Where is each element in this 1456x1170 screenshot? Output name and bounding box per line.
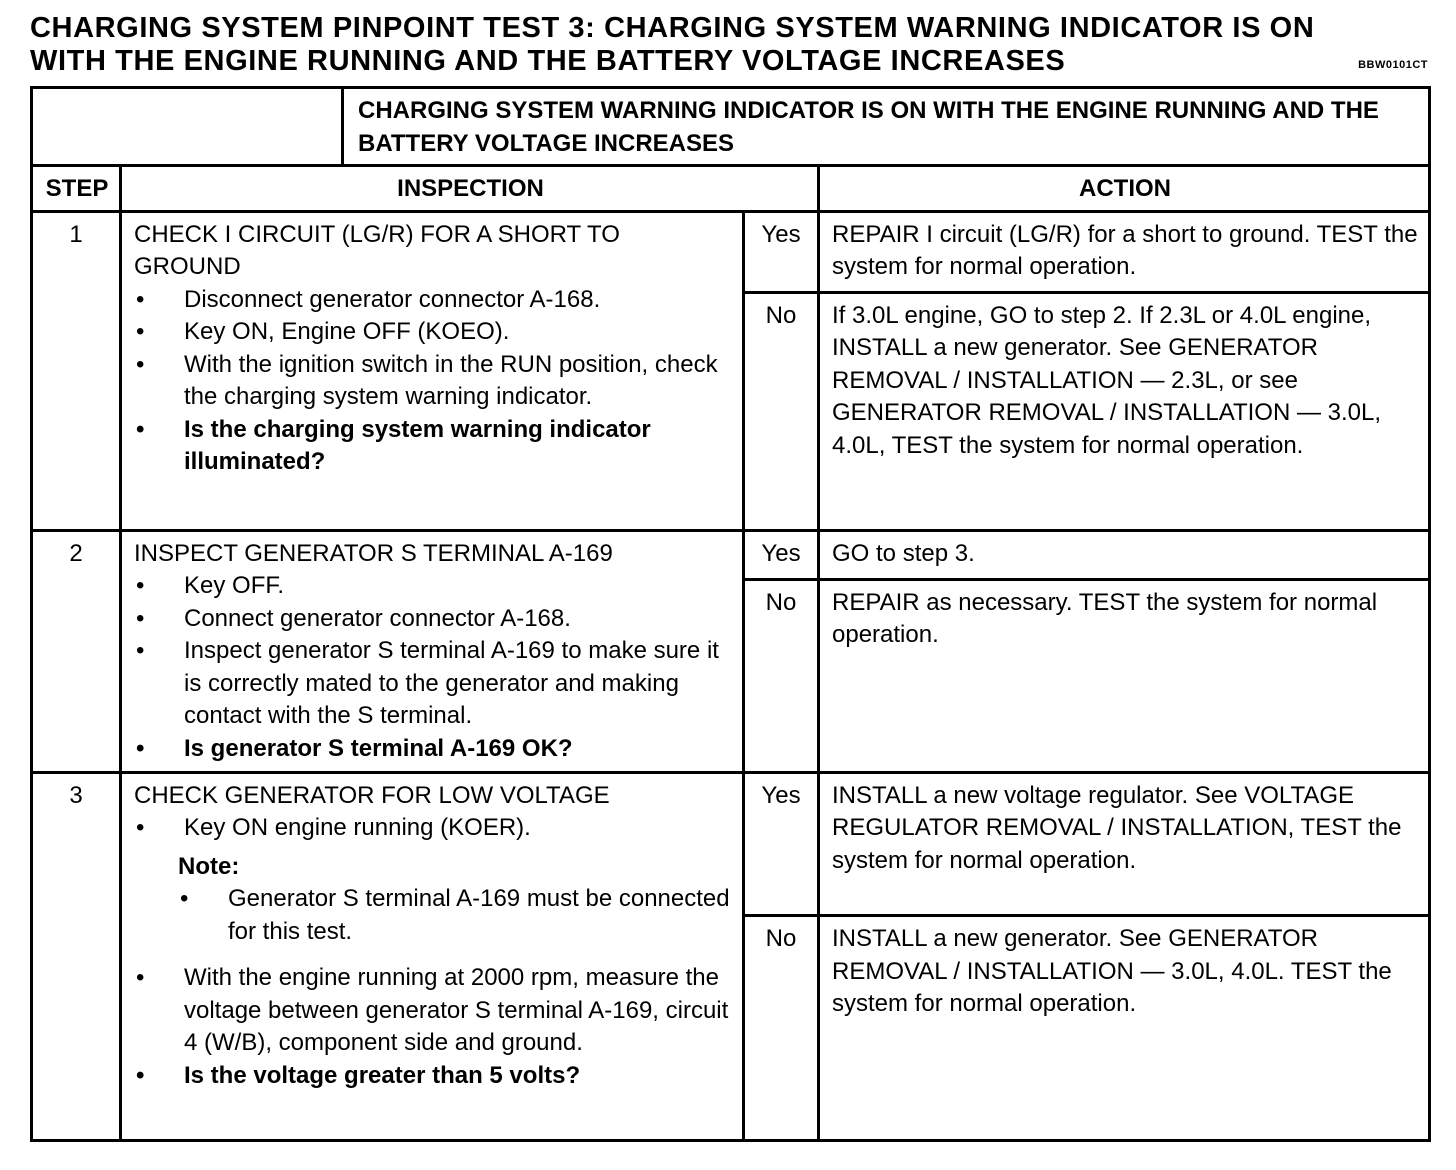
inspection-question: • Is the voltage greater than 5 volts? <box>134 1060 732 1093</box>
inspection-cell <box>121 530 744 772</box>
header-action: ACTION <box>819 166 1430 212</box>
list-item: • With the ignition switch in the RUN position, check the charging system warning indicator. <box>134 349 732 414</box>
inspection-heading: CHECK GENERATOR FOR LOW VOLTAGE <box>134 781 610 809</box>
spacer <box>134 948 732 962</box>
list-item: • Inspect generator S terminal A-169 to make sure it is correctly mated to the generator and making contact with the S terminal. <box>134 635 732 733</box>
note-bullets <box>178 883 732 948</box>
pinpoint-test-table <box>30 86 1431 1142</box>
no-action: INSTALL a new generator. See GENERATOR REMOVAL / INSTALLATION — 3.0L, 4.0L. TEST the system for normal operation. <box>819 916 1430 1140</box>
table-row <box>32 530 1430 579</box>
header-inspection: INSPECTION <box>121 166 819 212</box>
header-row <box>32 166 1430 212</box>
list-item: • With the engine running at 2000 rpm, measure the voltage between generator S terminal A-169, circuit 4 (W/B), component side and ground. <box>134 962 732 1060</box>
inspection-cell <box>121 772 744 1140</box>
yes-action: INSTALL a new voltage regulator. See VOLTAGE REGULATOR REMOVAL / INSTALLATION, TEST the system for normal operation. <box>819 772 1430 916</box>
table-row <box>32 211 1430 292</box>
list-item: • Key ON engine running (KOER). <box>134 812 732 845</box>
yes-label: Yes <box>744 211 819 292</box>
page-title: CHARGING SYSTEM PINPOINT TEST 3: CHARGING SYSTEM WARNING INDICATOR IS ON WITH THE ENGINE RUNNING AND THE BATTERY VOLTAGE INCREASES <box>30 12 1315 77</box>
document-id: BBW0101CT <box>1358 59 1428 71</box>
no-action: REPAIR as necessary. TEST the system for normal operation. <box>819 579 1430 772</box>
inspection-bullets <box>134 570 732 765</box>
no-action: If 3.0L engine, GO to step 2. If 2.3L or 4.0L engine, INSTALL a new generator. See GENERATOR REMOVAL / INSTALLATION — 2.3L, or see GENERATOR REMOVAL / INSTALLATION — 3.0L, 4.0L, TEST the system for normal operation. <box>819 292 1430 530</box>
no-label: No <box>744 916 819 1140</box>
inspection-heading: CHECK I CIRCUIT (LG/R) FOR A SHORT TO GROUND <box>134 220 620 280</box>
table-title-blank-cell <box>32 88 343 166</box>
inspection-bullets <box>134 284 732 479</box>
inspection-cell <box>121 211 744 530</box>
step-number: 3 <box>32 772 121 1140</box>
list-item: • Key ON, Engine OFF (KOEO). <box>134 316 732 349</box>
table-title: CHARGING SYSTEM WARNING INDICATOR IS ON WITH THE ENGINE RUNNING AND THE BATTERY VOLTAGE INCREASES <box>343 88 1430 166</box>
yes-action: GO to step 3. <box>819 530 1430 579</box>
table-row <box>32 772 1430 916</box>
list-item: • Generator S terminal A-169 must be connected for this test. <box>178 883 732 948</box>
yes-label: Yes <box>744 772 819 916</box>
inspection-question: • Is generator S terminal A-169 OK? <box>134 733 732 766</box>
step-number: 1 <box>32 211 121 530</box>
yes-action: REPAIR I circuit (LG/R) for a short to ground. TEST the system for normal operation. <box>819 211 1430 292</box>
yes-label: Yes <box>744 530 819 579</box>
inspection-bullets <box>134 812 732 845</box>
list-item: • Connect generator connector A-168. <box>134 603 732 636</box>
list-item: • Key OFF. <box>134 570 732 603</box>
header-step: STEP <box>32 166 121 212</box>
table-title-row <box>32 88 1430 166</box>
inspection-bullets <box>134 962 732 1092</box>
inspection-heading: INSPECT GENERATOR S TERMINAL A-169 <box>134 539 613 567</box>
step-number: 2 <box>32 530 121 772</box>
no-label: No <box>744 292 819 530</box>
inspection-question: • Is the charging system warning indicator illuminated? <box>134 414 732 479</box>
list-item: • Disconnect generator connector A-168. <box>134 284 732 317</box>
note-label: Note: <box>178 852 240 880</box>
no-label: No <box>744 579 819 772</box>
note-block <box>178 851 732 949</box>
